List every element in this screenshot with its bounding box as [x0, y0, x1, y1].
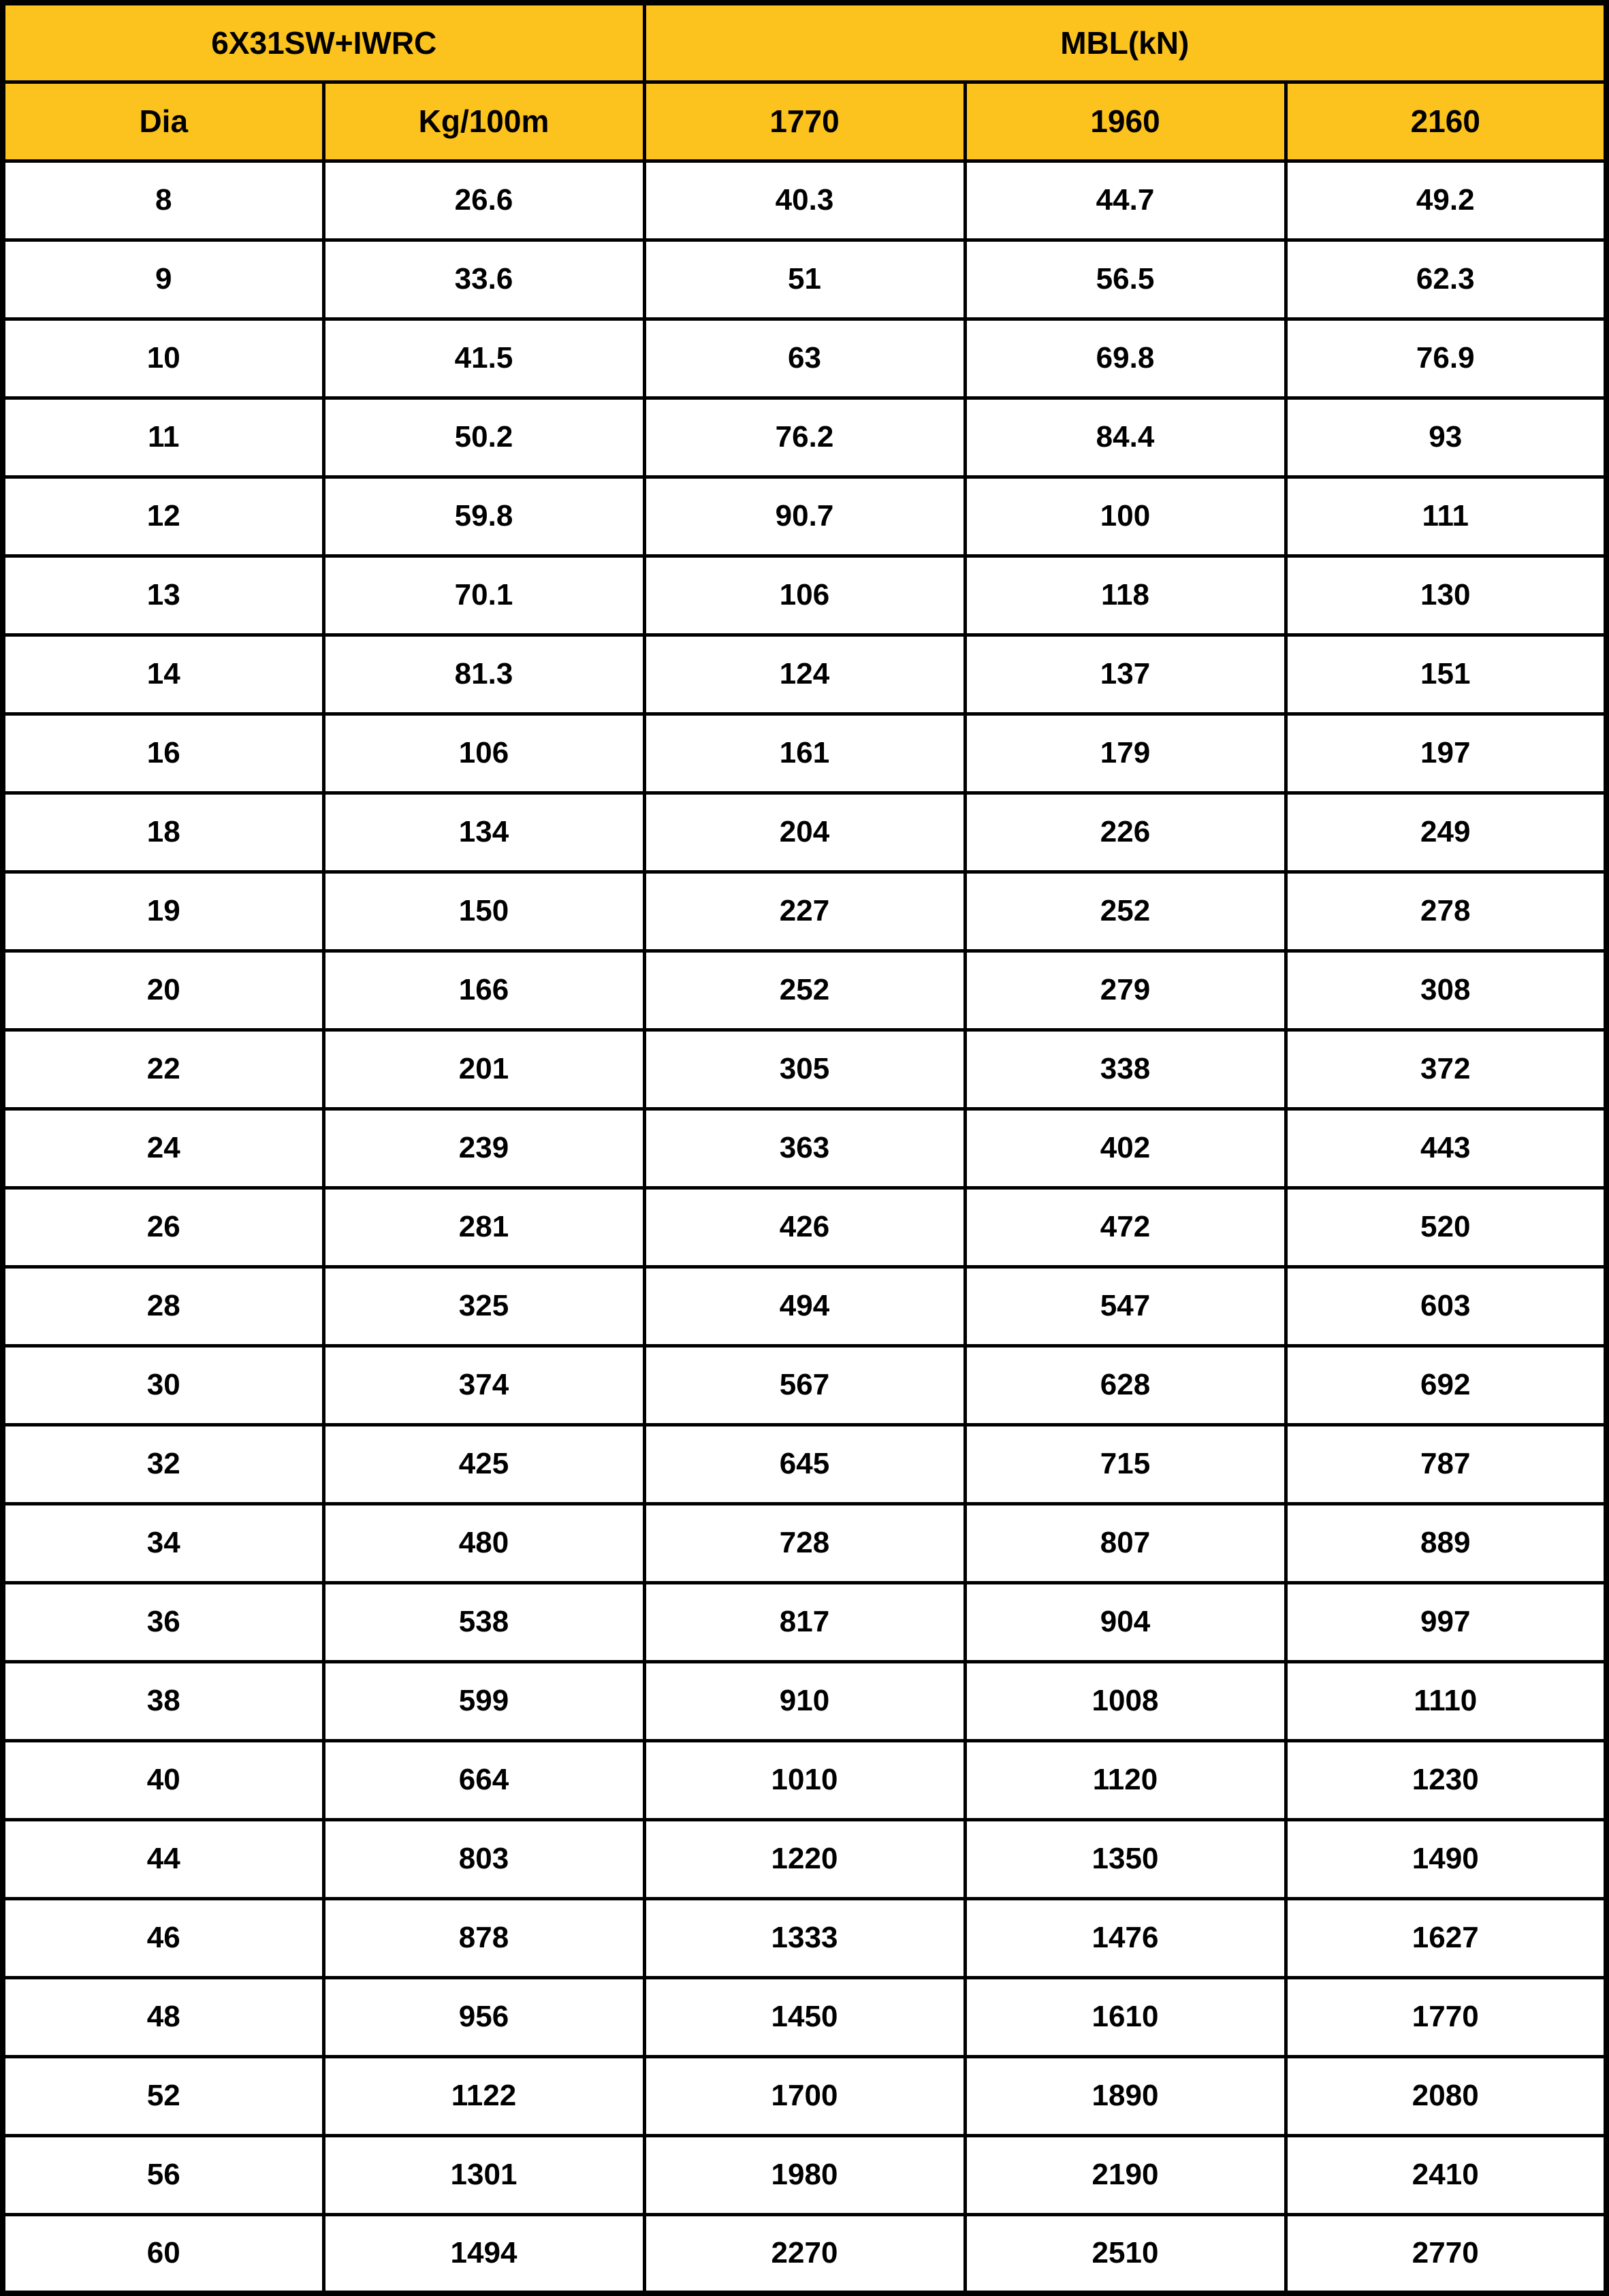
- column-header-kg-per-100m: Kg/100m: [323, 82, 644, 161]
- table-cell: 956: [323, 1977, 644, 2056]
- table-row: [3, 951, 1606, 1030]
- table-cell: 252: [644, 951, 965, 1030]
- table-row: [3, 793, 1606, 872]
- table-cell: 76.9: [1286, 319, 1606, 398]
- table-row: [3, 1187, 1606, 1266]
- table-cell: 81.3: [323, 635, 644, 714]
- table-cell: 1301: [323, 2135, 644, 2214]
- table-cell: 305: [644, 1030, 965, 1109]
- table-cell: 2190: [965, 2135, 1286, 2214]
- table-cell: 9: [3, 240, 323, 319]
- table-cell: 36: [3, 1582, 323, 1661]
- table-row: [3, 1030, 1606, 1109]
- table-cell: 520: [1286, 1187, 1606, 1266]
- table-cell: 715: [965, 1424, 1286, 1503]
- table-cell: 10: [3, 319, 323, 398]
- table-row: [3, 161, 1606, 240]
- table-cell: 599: [323, 1661, 644, 1740]
- table-cell: 49.2: [1286, 161, 1606, 240]
- table-row: [3, 2214, 1606, 2293]
- table-cell: 1890: [965, 2056, 1286, 2135]
- table-cell: 2770: [1286, 2214, 1606, 2293]
- table-cell: 204: [644, 793, 965, 872]
- table-cell: 16: [3, 714, 323, 793]
- table-cell: 1230: [1286, 1740, 1606, 1819]
- table-cell: 1627: [1286, 1898, 1606, 1977]
- table-cell: 28: [3, 1266, 323, 1345]
- table-cell: 494: [644, 1266, 965, 1345]
- table-row: [3, 872, 1606, 951]
- table-cell: 279: [965, 951, 1286, 1030]
- table-cell: 252: [965, 872, 1286, 951]
- table-cell: 201: [323, 1030, 644, 1109]
- column-header-grade-1770: 1770: [644, 82, 965, 161]
- table-cell: 628: [965, 1345, 1286, 1424]
- table-cell: 22: [3, 1030, 323, 1109]
- table-cell: 1220: [644, 1819, 965, 1898]
- table-row: [3, 1582, 1606, 1661]
- table-cell: 443: [1286, 1109, 1606, 1187]
- column-header-dia: Dia: [3, 82, 323, 161]
- table-cell: 402: [965, 1109, 1286, 1187]
- table-cell: 14: [3, 635, 323, 714]
- table-cell: 84.4: [965, 398, 1286, 477]
- table-cell: 472: [965, 1187, 1286, 1266]
- table-row: [3, 1424, 1606, 1503]
- table-cell: 997: [1286, 1582, 1606, 1661]
- table-cell: 26: [3, 1187, 323, 1266]
- table-cell: 44.7: [965, 161, 1286, 240]
- table-cell: 13: [3, 556, 323, 635]
- group-header-mbl: MBL(kN): [644, 3, 1606, 82]
- table-cell: 50.2: [323, 398, 644, 477]
- table-cell: 76.2: [644, 398, 965, 477]
- table-cell: 48: [3, 1977, 323, 2056]
- column-header-row: [3, 82, 1606, 161]
- table-row: [3, 398, 1606, 477]
- table-cell: 2510: [965, 2214, 1286, 2293]
- table-cell: 1980: [644, 2135, 965, 2214]
- table-cell: 70.1: [323, 556, 644, 635]
- table-cell: 226: [965, 793, 1286, 872]
- table-cell: 1700: [644, 2056, 965, 2135]
- table-row: [3, 1345, 1606, 1424]
- table-cell: 787: [1286, 1424, 1606, 1503]
- table-cell: 90.7: [644, 477, 965, 556]
- table-cell: 11: [3, 398, 323, 477]
- table-row: [3, 2056, 1606, 2135]
- table-cell: 40.3: [644, 161, 965, 240]
- table-cell: 93: [1286, 398, 1606, 477]
- table-cell: 30: [3, 1345, 323, 1424]
- table-cell: 1120: [965, 1740, 1286, 1819]
- table-cell: 18: [3, 793, 323, 872]
- table-cell: 1122: [323, 2056, 644, 2135]
- table-cell: 308: [1286, 951, 1606, 1030]
- table-row: [3, 1266, 1606, 1345]
- table-cell: 166: [323, 951, 644, 1030]
- table-row: [3, 2135, 1606, 2214]
- table-row: [3, 240, 1606, 319]
- table-cell: 1008: [965, 1661, 1286, 1740]
- table-row: [3, 1109, 1606, 1187]
- group-header-construction: 6X31SW+IWRC: [3, 3, 644, 82]
- table-cell: 40: [3, 1740, 323, 1819]
- table-cell: 728: [644, 1503, 965, 1582]
- table-row: [3, 714, 1606, 793]
- table-cell: 1770: [1286, 1977, 1606, 2056]
- table-cell: 62.3: [1286, 240, 1606, 319]
- table-cell: 161: [644, 714, 965, 793]
- table-cell: 1610: [965, 1977, 1286, 2056]
- table-cell: 63: [644, 319, 965, 398]
- table-body: [3, 161, 1606, 2293]
- table-cell: 32: [3, 1424, 323, 1503]
- table-cell: 372: [1286, 1030, 1606, 1109]
- table-cell: 137: [965, 635, 1286, 714]
- table-cell: 46: [3, 1898, 323, 1977]
- column-header-grade-1960: 1960: [965, 82, 1286, 161]
- table-cell: 118: [965, 556, 1286, 635]
- table-cell: 33.6: [323, 240, 644, 319]
- table-cell: 150: [323, 872, 644, 951]
- table-cell: 645: [644, 1424, 965, 1503]
- table-cell: 1010: [644, 1740, 965, 1819]
- table-cell: 179: [965, 714, 1286, 793]
- table-cell: 664: [323, 1740, 644, 1819]
- table-cell: 52: [3, 2056, 323, 2135]
- table-cell: 603: [1286, 1266, 1606, 1345]
- table-cell: 547: [965, 1266, 1286, 1345]
- table-cell: 567: [644, 1345, 965, 1424]
- table-cell: 69.8: [965, 319, 1286, 398]
- table-cell: 38: [3, 1661, 323, 1740]
- table-cell: 2270: [644, 2214, 965, 2293]
- table-cell: 281: [323, 1187, 644, 1266]
- table-cell: 8: [3, 161, 323, 240]
- table-cell: 227: [644, 872, 965, 951]
- group-header-row: [3, 3, 1606, 82]
- table-cell: 124: [644, 635, 965, 714]
- table-cell: 878: [323, 1898, 644, 1977]
- table-cell: 538: [323, 1582, 644, 1661]
- table-cell: 151: [1286, 635, 1606, 714]
- table-cell: 425: [323, 1424, 644, 1503]
- table-cell: 1490: [1286, 1819, 1606, 1898]
- table-header: [3, 3, 1606, 161]
- table-cell: 338: [965, 1030, 1286, 1109]
- column-header-grade-2160: 2160: [1286, 82, 1606, 161]
- table-cell: 56: [3, 2135, 323, 2214]
- table-cell: 278: [1286, 872, 1606, 951]
- table-cell: 2410: [1286, 2135, 1606, 2214]
- table-cell: 100: [965, 477, 1286, 556]
- table-row: [3, 1898, 1606, 1977]
- table-cell: 692: [1286, 1345, 1606, 1424]
- table-row: [3, 1819, 1606, 1898]
- table-row: [3, 1661, 1606, 1740]
- table-cell: 20: [3, 951, 323, 1030]
- table-cell: 374: [323, 1345, 644, 1424]
- table-cell: 130: [1286, 556, 1606, 635]
- table-cell: 803: [323, 1819, 644, 1898]
- table-cell: 106: [323, 714, 644, 793]
- table-cell: 426: [644, 1187, 965, 1266]
- table-cell: 111: [1286, 477, 1606, 556]
- table-row: [3, 1503, 1606, 1582]
- table-cell: 249: [1286, 793, 1606, 872]
- table-cell: 41.5: [323, 319, 644, 398]
- table-cell: 889: [1286, 1503, 1606, 1582]
- table-cell: 904: [965, 1582, 1286, 1661]
- table-cell: 134: [323, 793, 644, 872]
- table-row: [3, 319, 1606, 398]
- table-cell: 1476: [965, 1898, 1286, 1977]
- table-row: [3, 477, 1606, 556]
- table-row: [3, 556, 1606, 635]
- table-cell: 807: [965, 1503, 1286, 1582]
- table-cell: 1350: [965, 1819, 1286, 1898]
- table-cell: 910: [644, 1661, 965, 1740]
- table-cell: 12: [3, 477, 323, 556]
- table-cell: 44: [3, 1819, 323, 1898]
- table-cell: 197: [1286, 714, 1606, 793]
- table-cell: 480: [323, 1503, 644, 1582]
- table-cell: 1450: [644, 1977, 965, 2056]
- table-row: [3, 635, 1606, 714]
- table-cell: 19: [3, 872, 323, 951]
- table-cell: 106: [644, 556, 965, 635]
- table-cell: 24: [3, 1109, 323, 1187]
- table-cell: 1110: [1286, 1661, 1606, 1740]
- table-cell: 817: [644, 1582, 965, 1661]
- table-row: [3, 1977, 1606, 2056]
- table-cell: 239: [323, 1109, 644, 1187]
- table-cell: 325: [323, 1266, 644, 1345]
- table-cell: 51: [644, 240, 965, 319]
- table-cell: 59.8: [323, 477, 644, 556]
- table-row: [3, 1740, 1606, 1819]
- table-cell: 56.5: [965, 240, 1286, 319]
- table-cell: 363: [644, 1109, 965, 1187]
- table-cell: 1333: [644, 1898, 965, 1977]
- table-cell: 60: [3, 2214, 323, 2293]
- table-cell: 1494: [323, 2214, 644, 2293]
- table-cell: 34: [3, 1503, 323, 1582]
- table-cell: 26.6: [323, 161, 644, 240]
- table-cell: 2080: [1286, 2056, 1606, 2135]
